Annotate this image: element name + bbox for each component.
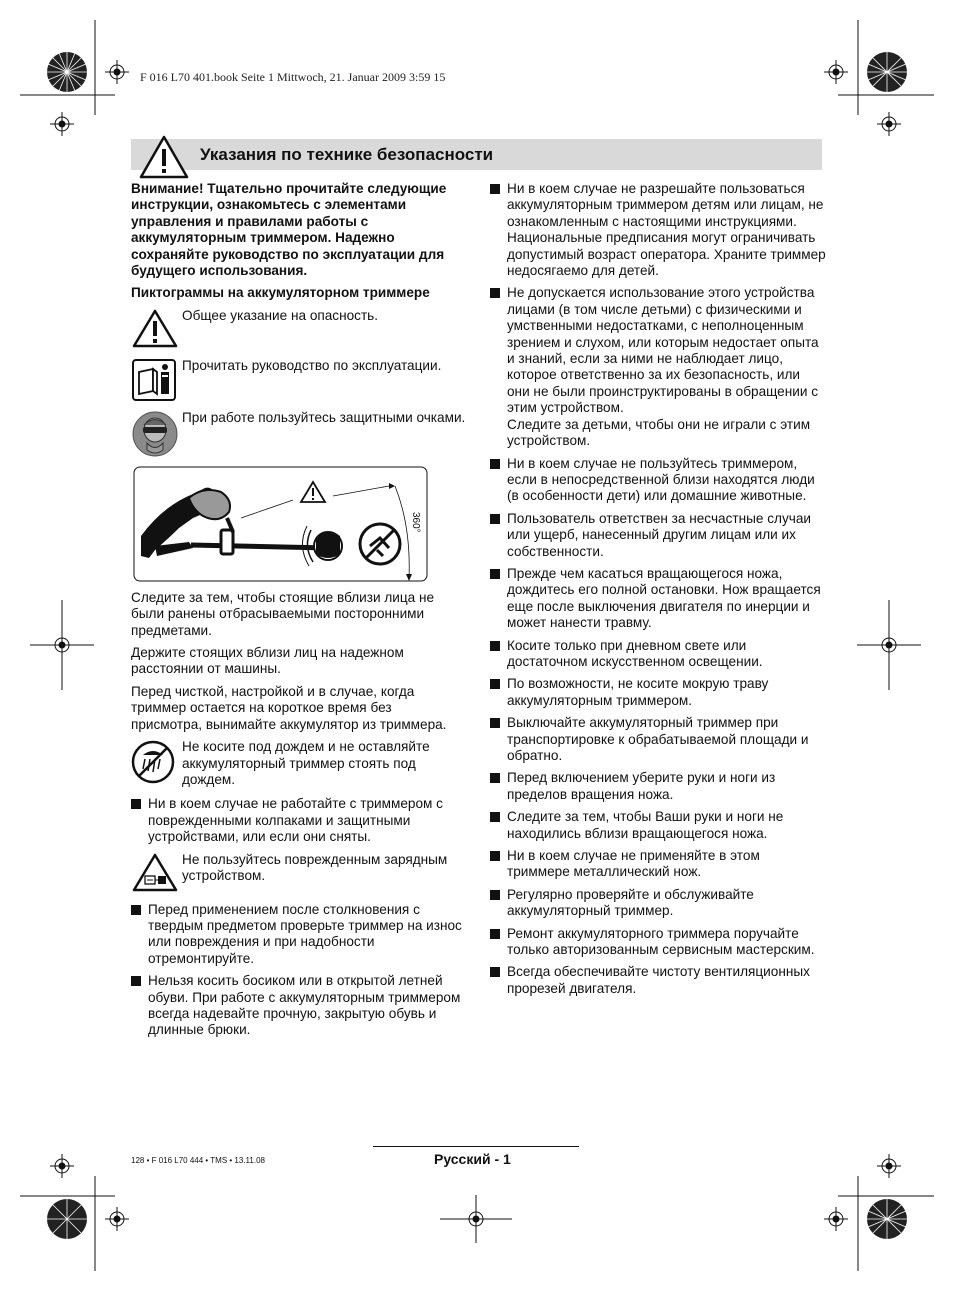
bullet-square-icon	[490, 812, 500, 822]
children-supervision-note: Следите за детьми, чтобы они не играли с этим устройством.	[507, 416, 811, 449]
picto-no-rain-text: Не косите под дождем и не оставляйте аккумуляторный триммер стоять под дождем.	[182, 739, 430, 787]
bullet-square-icon	[490, 929, 500, 939]
angle-label: 360°	[410, 511, 421, 533]
footer-code: 128 • F 016 L70 444 • TMS • 13.11.08	[131, 1156, 265, 1165]
para-remove-battery: Перед чисткой, настройкой и в случае, когда триммер остается на короткое время без присмотра, вынимайте аккумулятор из триммера.	[131, 683, 447, 732]
trimmer-safety-diagram	[133, 466, 428, 582]
list-item: Перед применением после столкновения с твердым предметом проверьте триммер на износ или повреждения и при надобности отремонтируйте.	[131, 902, 466, 968]
bullet-square-icon	[490, 890, 500, 900]
list-item: Прежде чем касаться вращающегося ножа, дождитесь его полной остановки. Нож вращается еще после выключения двигателя по инерции и может нанести травму.	[490, 566, 826, 632]
pictograms-heading: Пиктограммы на аккумуляторном триммере	[131, 285, 430, 301]
list-item: Косите только при дневном свете или достаточном искусственном освещении.	[490, 638, 826, 671]
bullet-square-icon	[131, 799, 141, 809]
warning-triangle-icon	[138, 134, 190, 180]
bullet-square-icon	[131, 976, 141, 986]
list-item: Всегда обеспечивайте чистоту вентиляционных прорезей двигателя.	[490, 964, 826, 997]
bullet-square-icon	[490, 184, 500, 194]
left-column	[131, 181, 466, 1045]
picto-no-rain	[131, 739, 466, 788]
list-item: Пользователь ответствен за несчастные случаи или ущерб, нанесенный другим лицам или их собственности.	[490, 511, 826, 560]
picto-safety-glasses-text: При работе пользуйтесь защитными очками.	[182, 409, 466, 425]
list-item: Регулярно проверяйте и обслуживайте аккумуляторный триммер.	[490, 887, 826, 920]
list-item: Ни в коем случае не пользуйтесь триммером, если в непосредственной близи находятся люди (в особенности дети) или домашние животные.	[490, 456, 826, 505]
footer-rule	[373, 1146, 579, 1147]
list-item: Следите за тем, чтобы Ваши руки и ноги не находились вблизи вращающегося ножа.	[490, 809, 826, 842]
read-manual-icon	[131, 358, 179, 402]
bullet-square-icon	[490, 514, 500, 524]
list-item: Нельзя косить босиком или в открытой летней обуви. При работе с аккумуляторным триммером всегда надевайте прочную, закрытую обувь и длинные брюки.	[131, 973, 466, 1039]
page-number: Русский - 1	[434, 1151, 511, 1167]
bullet-square-icon	[490, 718, 500, 728]
bullet-square-icon	[490, 288, 500, 298]
picto-damaged-charger-text: Не пользуйтесь поврежденным зарядным устройством.	[182, 851, 448, 883]
list-item: Ни в коем случае не работайте с триммером с поврежденными колпаками и защитными устройствами, или если они сняты.	[131, 796, 466, 845]
list-item: Ни в коем случае не применяйте в этом триммере металлический нож.	[490, 848, 826, 881]
para-bystanders-injury: Следите за тем, чтобы стоящие вблизи лица не были ранены отбрасываемыми посторонними предметами.	[131, 589, 435, 638]
bullet-square-icon	[131, 905, 141, 915]
safety-glasses-icon	[131, 410, 179, 458]
list-item: Выключайте аккумуляторный триммер при транспортировке к обрабатываемой площади и обратно.	[490, 715, 826, 764]
danger-triangle-icon	[131, 308, 179, 350]
page-title: Указания по технике безопасности	[200, 145, 494, 164]
intro-warning: Внимание! Тщательно прочитайте следующие инструкции, ознакомьтесь с элементами управления и правилами работы с аккумуляторным триммером. Надежно сохраняйте руководство по эксплуатации для будущего использования.	[131, 181, 447, 279]
bullet-square-icon	[490, 773, 500, 783]
picto-safety-glasses	[131, 410, 466, 458]
right-column	[490, 181, 826, 1003]
list-item: Ремонт аккумуляторного триммера поручайте только авторизованным сервисным мастерским.	[490, 926, 826, 959]
bullet-square-icon	[490, 459, 500, 469]
picto-damaged-charger	[131, 852, 466, 894]
bullet-square-icon	[490, 569, 500, 579]
picto-read-manual	[131, 358, 466, 402]
picto-general-danger	[131, 308, 466, 350]
no-rain-icon	[131, 739, 179, 785]
bullet-square-icon	[490, 851, 500, 861]
bullet-square-icon	[490, 679, 500, 689]
bullet-square-icon	[490, 641, 500, 651]
trimmer-illustration	[133, 466, 428, 582]
bullet-square-icon	[490, 967, 500, 977]
list-item: По возможности, не косите мокрую траву аккумуляторным триммером.	[490, 676, 826, 709]
list-item: Ни в коем случае не разрешайте пользоваться аккумуляторным триммером детям или лицам, не ознакомленным с настоящими инструкциями. Национальные предписания могут ограничивать допустимый возраст оператора. Храните триммер недосягаемо для детей.	[490, 181, 826, 279]
list-item: Перед включением уберите руки и ноги из пределов вращения ножа.	[490, 770, 826, 803]
list-item: Не допускается использование этого устройства лицами (в том числе детьми) с физическими и умственными недостатками, с неполноценным зрением и слухом, или которым недостает опыта и знаний, если за ними не наблюдает лицо, которое ответственно за их безопасность, или они не были проинструктированы в обращении с этим устройством. Следите за детьми, чтобы они не играли с этим устройством.	[490, 285, 826, 449]
picto-general-danger-text: Общее указание на опасность.	[182, 307, 379, 323]
print-meta: F 016 L70 401.book Seite 1 Mittwoch, 21. Januar 2009 3:59 15	[140, 70, 446, 84]
picto-read-manual-text: Прочитать руководство по эксплуатации.	[182, 357, 442, 373]
para-safe-distance: Держите стоящих вблизи лиц на надежном расстоянии от машины.	[131, 645, 404, 677]
damaged-charger-icon	[131, 852, 179, 894]
